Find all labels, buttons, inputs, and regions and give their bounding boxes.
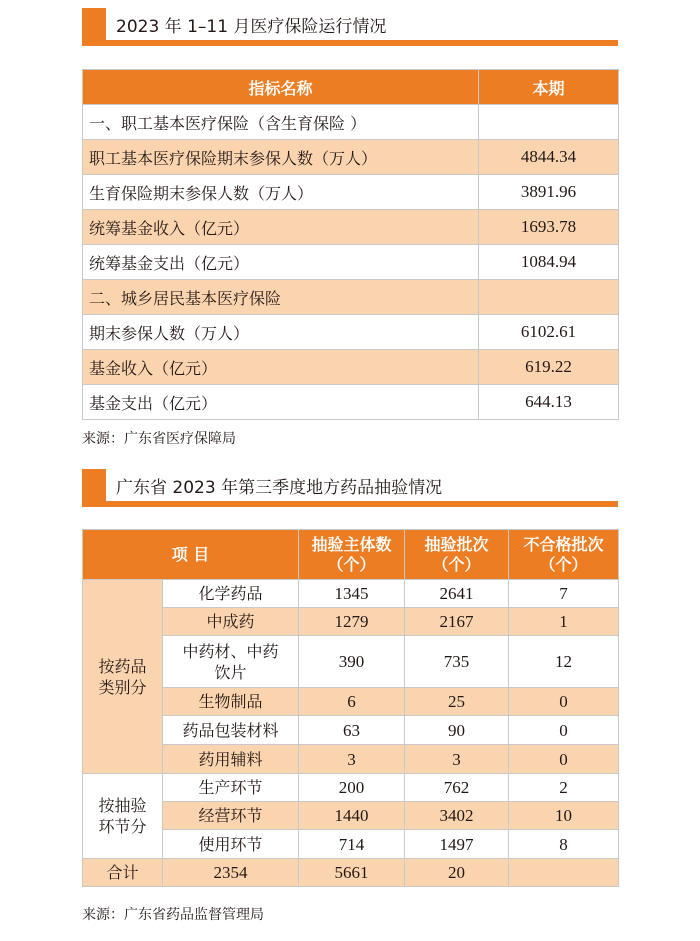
table-row (83, 245, 619, 280)
row-name: 基金收入（亿元） (83, 350, 479, 385)
row-batch-count: 762 (405, 774, 509, 802)
section1-source: 来源：广东省医疗保障局 (82, 431, 236, 447)
table-row (83, 140, 619, 175)
medical-insurance-table (82, 69, 619, 420)
table-row (83, 802, 619, 830)
row-batch-count: 2167 (405, 608, 509, 636)
table-row (83, 745, 619, 774)
row-name: 职工基本医疗保险期末参保人数（万人） (83, 140, 479, 175)
row-unqualified: 10 (509, 802, 619, 830)
row-batch-count: 1497 (405, 830, 509, 859)
table-row (83, 385, 619, 420)
row-subject-count: 714 (299, 830, 405, 859)
section2-title: 广东省 2023 年第三季度地方药品抽验情况 (116, 478, 443, 498)
total-empty-cell (509, 859, 619, 887)
row-subject-count: 63 (299, 716, 405, 745)
row-name: 生育保险期末参保人数（万人） (83, 175, 479, 210)
row-name: 基金支出（亿元） (83, 385, 479, 420)
header-subject-count: 抽验主体数（个） (299, 530, 405, 580)
row-batch-count: 25 (405, 688, 509, 716)
row-value: 4844.34 (479, 140, 619, 175)
row-item: 使用环节 (163, 830, 299, 859)
group-by-drug-category: 按药品类别分 (83, 580, 163, 774)
row-batch-count: 3 (405, 745, 509, 774)
table-row (83, 580, 619, 608)
section1-title: 2023 年 1–11 月医疗保险运行情况 (116, 17, 387, 37)
table-row (83, 688, 619, 716)
table-header-row (83, 70, 619, 105)
table-row (83, 210, 619, 245)
row-value (479, 280, 619, 315)
row-item: 中成药 (163, 608, 299, 636)
heading-accent-bar (82, 469, 106, 507)
table-row (83, 830, 619, 859)
total-label: 合计 (83, 859, 163, 887)
total-batch-count: 5661 (299, 859, 405, 887)
group-by-sampling-stage: 按抽验环节分 (83, 774, 163, 859)
row-name: 统筹基金支出（亿元） (83, 245, 479, 280)
heading-underline (106, 40, 618, 46)
row-value: 1084.94 (479, 245, 619, 280)
row-item: 药用辅料 (163, 745, 299, 774)
row-name: 二、城乡居民基本医疗保险 (83, 280, 479, 315)
section1-heading (82, 8, 618, 46)
total-row (83, 859, 619, 887)
row-batch-count: 735 (405, 636, 509, 688)
row-batch-count: 2641 (405, 580, 509, 608)
heading-accent-bar (82, 8, 106, 46)
row-unqualified: 8 (509, 830, 619, 859)
row-subject-count: 1345 (299, 580, 405, 608)
row-item: 经营环节 (163, 802, 299, 830)
table-row (83, 774, 619, 802)
table-row (83, 175, 619, 210)
section2-source: 来源：广东省药品监督管理局 (82, 907, 264, 923)
table-header-row (83, 530, 619, 580)
heading-underline (106, 501, 618, 507)
section2-heading (82, 469, 618, 507)
row-name: 一、职工基本医疗保险（含生育保险 ） (83, 105, 479, 140)
header-batch-count: 抽验批次（个） (405, 530, 509, 580)
row-item: 化学药品 (163, 580, 299, 608)
header-unqualified-batches: 不合格批次（个） (509, 530, 619, 580)
row-subject-count: 1279 (299, 608, 405, 636)
row-name: 期末参保人数（万人） (83, 315, 479, 350)
row-unqualified: 1 (509, 608, 619, 636)
table-row (83, 636, 619, 688)
row-unqualified: 7 (509, 580, 619, 608)
row-item: 中药材、中药饮片 (163, 636, 299, 688)
table-row (83, 105, 619, 140)
row-subject-count: 1440 (299, 802, 405, 830)
row-value: 644.13 (479, 385, 619, 420)
row-subject-count: 200 (299, 774, 405, 802)
row-unqualified: 0 (509, 716, 619, 745)
row-value (479, 105, 619, 140)
drug-sampling-table (82, 529, 619, 887)
table-row (83, 280, 619, 315)
row-value: 3891.96 (479, 175, 619, 210)
header-item: 项 目 (83, 530, 299, 580)
row-unqualified: 0 (509, 745, 619, 774)
row-unqualified: 0 (509, 688, 619, 716)
row-name: 统筹基金收入（亿元） (83, 210, 479, 245)
row-unqualified: 12 (509, 636, 619, 688)
header-indicator-name: 指标名称 (83, 70, 479, 105)
total-subject-count: 2354 (163, 859, 299, 887)
row-item: 生产环节 (163, 774, 299, 802)
row-value: 1693.78 (479, 210, 619, 245)
row-subject-count: 390 (299, 636, 405, 688)
table-row (83, 350, 619, 385)
table-row (83, 315, 619, 350)
row-item: 药品包装材料 (163, 716, 299, 745)
row-subject-count: 3 (299, 745, 405, 774)
row-value: 6102.61 (479, 315, 619, 350)
table-row (83, 716, 619, 745)
header-current-period: 本期 (479, 70, 619, 105)
table-row (83, 608, 619, 636)
row-value: 619.22 (479, 350, 619, 385)
row-unqualified: 2 (509, 774, 619, 802)
row-batch-count: 3402 (405, 802, 509, 830)
row-batch-count: 90 (405, 716, 509, 745)
total-unqualified: 20 (405, 859, 509, 887)
row-subject-count: 6 (299, 688, 405, 716)
row-item: 生物制品 (163, 688, 299, 716)
